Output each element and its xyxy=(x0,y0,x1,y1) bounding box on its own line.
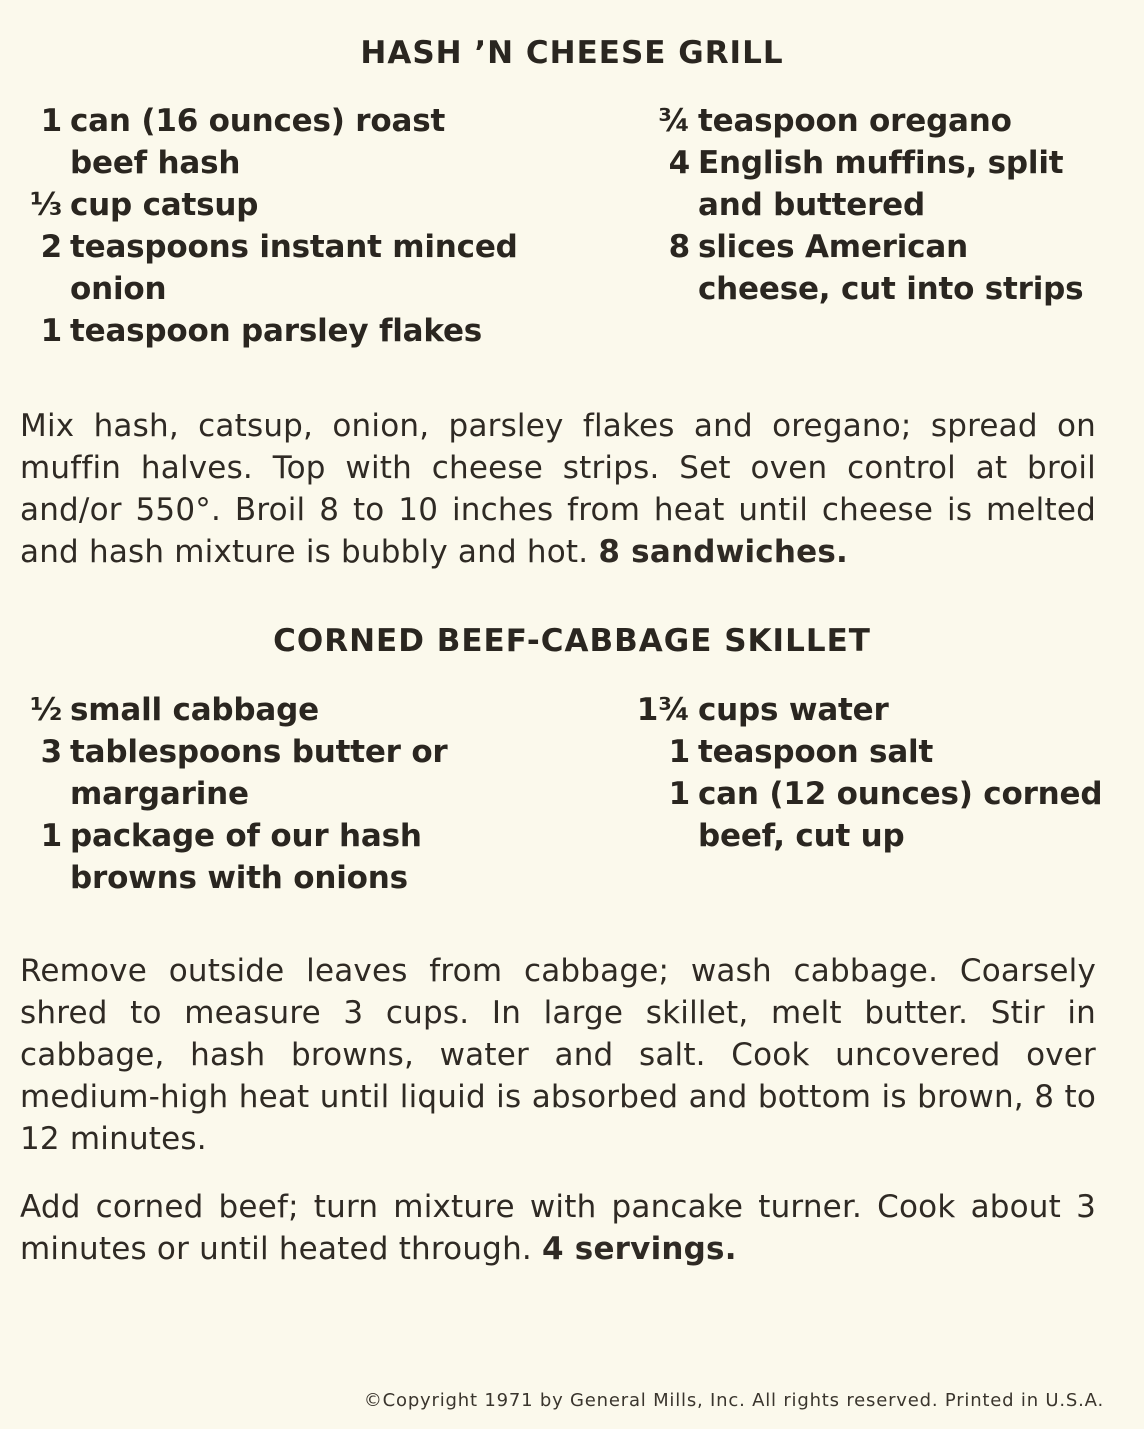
ingredient-item xyxy=(640,226,1110,310)
ingredient-quantity: 2 xyxy=(40,229,62,265)
ingredients-right-recipe2 xyxy=(620,689,1110,857)
ingredient-item xyxy=(20,100,520,184)
ingredients-left-recipe2 xyxy=(20,689,490,899)
ingredients-left-recipe1 xyxy=(20,100,520,352)
ingredient-item xyxy=(640,142,1110,226)
ingredient-item xyxy=(20,310,520,352)
directions-text: Remove outside leaves from cabbage; wash cabbage. Coarsely shred to measure 3 cups. In large skillet, melt butter. Stir in cabbage, hash browns, water and salt. Cook uncovered over medium-high heat until liquid is absorbed and bottom is brown, 8 to 12 minutes. xyxy=(20,953,1096,1157)
ingredient-quantity: ¾ xyxy=(658,103,690,139)
ingredient-item xyxy=(620,773,1110,857)
ingredient-item xyxy=(640,100,1110,142)
recipe-title-hash-cheese-grill: HASH ’N CHEESE GRILL xyxy=(360,35,784,71)
directions-recipe1 xyxy=(20,405,1096,573)
ingredient-quantity: ⅓ xyxy=(30,187,62,223)
ingredient-item xyxy=(20,731,490,815)
ingredient-text: cups water xyxy=(698,692,889,728)
ingredient-quantity: 1 xyxy=(40,818,62,854)
directions-text: Mix hash, catsup, onion, parsley flakes and oregano; spread on muffin halves. Top with cheese strips. Set oven control at broil and/or 550°. Broil 8 to 10 inches from heat until cheese is melted and hash mixture is bubbly and hot. xyxy=(20,408,1096,570)
ingredient-quantity: ½ xyxy=(30,692,62,728)
ingredients-right-recipe1 xyxy=(640,100,1110,310)
yield-text: 4 servings. xyxy=(542,1231,737,1267)
ingredient-text: can (16 ounces) roast beef hash xyxy=(70,103,446,181)
yield-text: 8 sandwiches. xyxy=(598,534,848,570)
recipe-title-corned-beef-cabbage-skillet: CORNED BEEF-CABBAGE SKILLET xyxy=(273,623,871,659)
ingredient-item xyxy=(620,689,1110,731)
ingredient-item xyxy=(20,226,520,310)
ingredient-quantity: 3 xyxy=(40,734,62,770)
ingredient-quantity: 1 xyxy=(668,734,690,770)
ingredient-quantity: 1 xyxy=(668,776,690,812)
ingredient-text: teaspoon parsley flakes xyxy=(70,313,483,349)
ingredient-text: teaspoon salt xyxy=(698,734,934,770)
ingredient-item xyxy=(20,689,490,731)
ingredient-text: teaspoon oregano xyxy=(698,103,1012,139)
directions-recipe2-step2 xyxy=(20,1186,1096,1270)
ingredient-quantity: 4 xyxy=(668,145,690,181)
ingredient-text: can (12 ounces) corned beef, cut up xyxy=(698,776,1103,854)
directions-recipe2-step1 xyxy=(20,950,1096,1160)
ingredient-text: tablespoons butter or margarine xyxy=(70,734,448,812)
ingredient-quantity: 1¾ xyxy=(636,692,690,728)
ingredient-text: English muffins, split and buttered xyxy=(698,145,1064,223)
ingredient-text: teaspoons instant minced onion xyxy=(70,229,518,307)
directions-text: Add corned beef; turn mixture with pancake turner. Cook about 3 minutes or until heated through. xyxy=(20,1189,1096,1267)
ingredient-item xyxy=(20,815,490,899)
ingredient-quantity: 8 xyxy=(668,229,690,265)
ingredient-text: slices American cheese, cut into strips xyxy=(698,229,1084,307)
ingredient-quantity: 1 xyxy=(40,313,62,349)
copyright-notice: ©Copyright 1971 by General Mills, Inc. All rights reserved. Printed in U.S.A. xyxy=(363,1390,1104,1411)
ingredient-item xyxy=(620,731,1110,773)
ingredient-quantity: 1 xyxy=(40,103,62,139)
ingredient-text: cup catsup xyxy=(70,187,259,223)
ingredient-text: small cabbage xyxy=(70,692,319,728)
ingredient-item xyxy=(20,184,520,226)
ingredient-text: package of our hash browns with onions xyxy=(70,818,422,896)
